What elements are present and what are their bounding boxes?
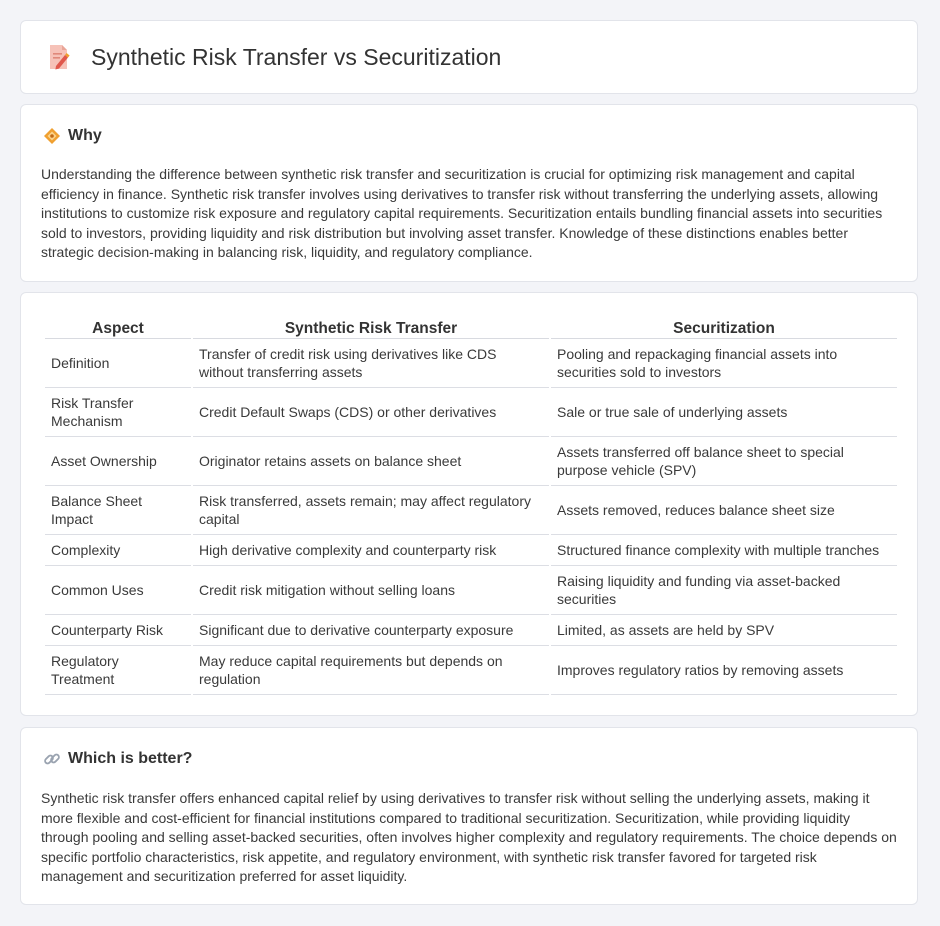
table-row xyxy=(45,486,897,535)
cell-srt: Originator retains assets on balance sheet xyxy=(193,437,549,486)
cell-aspect: Asset Ownership xyxy=(45,437,191,486)
table-row xyxy=(45,339,897,388)
header-securitization: Securitization xyxy=(551,314,897,339)
table-row xyxy=(45,646,897,695)
comparison-table-card xyxy=(20,292,918,716)
cell-aspect: Balance Sheet Impact xyxy=(45,486,191,535)
cell-sec: Pooling and repackaging financial assets into securities sold to investors xyxy=(551,339,897,388)
table-row xyxy=(45,437,897,486)
link-icon xyxy=(43,750,61,768)
comparison-table xyxy=(43,314,899,695)
cell-sec: Assets removed, reduces balance sheet size xyxy=(551,486,897,535)
cell-sec: Raising liquidity and funding via asset-backed securities xyxy=(551,566,897,615)
cell-sec: Improves regulatory ratios by removing assets xyxy=(551,646,897,695)
why-heading-row xyxy=(43,127,102,145)
table-header-row xyxy=(45,314,897,339)
diamond-icon xyxy=(43,127,61,145)
header-aspect: Aspect xyxy=(45,314,191,339)
cell-sec: Structured finance complexity with multiple tranches xyxy=(551,535,897,566)
why-heading: Why xyxy=(68,127,102,144)
cell-aspect: Risk Transfer Mechanism xyxy=(45,388,191,437)
better-body: Synthetic risk transfer offers enhanced capital relief by using derivatives to transfer risk without selling the underlying assets, making it more flexible and cost-efficient for financial institutions compared to traditional securitization. Securitization, while providing liquidity through pooling and selling asset-backed securities, often involves higher complexity and regulatory requirements. The choice depends on specific portfolio characteristics, risk appetite, and regulatory environment, with synthetic risk transfer favored for targeted risk management and securitization preferred for asset liquidity. xyxy=(41,790,897,885)
cell-aspect: Definition xyxy=(45,339,191,388)
cell-srt: Risk transferred, assets remain; may affect regulatory capital xyxy=(193,486,549,535)
cell-sec: Limited, as assets are held by SPV xyxy=(551,615,897,646)
cell-aspect: Complexity xyxy=(45,535,191,566)
why-body: Understanding the difference between synthetic risk transfer and securitization is crucial for optimizing risk management and capital efficiency in finance. Synthetic risk transfer involves using derivatives to transfer risk without transferring the underlying assets, allowing institutions to customize risk exposure and regulatory capital requirements. Securitization entails bundling financial assets into securities sold to investors, providing liquidity and risk distribution but involving asset transfer. Knowledge of these distinctions enables better strategic decision-making in balancing risk, liquidity, and regulatory compliance. xyxy=(41,166,883,261)
cell-aspect: Regulatory Treatment xyxy=(45,646,191,695)
better-heading-row xyxy=(43,750,192,768)
page-title: Synthetic Risk Transfer vs Securitization xyxy=(91,43,502,70)
which-is-better-section xyxy=(20,727,918,905)
why-section xyxy=(20,104,918,282)
table-row xyxy=(45,566,897,615)
cell-sec: Assets transferred off balance sheet to special purpose vehicle (SPV) xyxy=(551,437,897,486)
cell-srt: Credit Default Swaps (CDS) or other derivatives xyxy=(193,388,549,437)
cell-aspect: Common Uses xyxy=(45,566,191,615)
table-row xyxy=(45,535,897,566)
cell-sec: Sale or true sale of underlying assets xyxy=(551,388,897,437)
table-row xyxy=(45,615,897,646)
document-pencil-icon xyxy=(47,43,71,71)
header-synthetic-risk-transfer: Synthetic Risk Transfer xyxy=(193,314,549,339)
cell-srt: Transfer of credit risk using derivatives like CDS without transferring assets xyxy=(193,339,549,388)
table-row xyxy=(45,388,897,437)
title-card xyxy=(20,20,918,94)
title-row xyxy=(47,43,501,71)
cell-srt: Credit risk mitigation without selling loans xyxy=(193,566,549,615)
better-heading: Which is better? xyxy=(68,750,193,767)
cell-aspect: Counterparty Risk xyxy=(45,615,191,646)
cell-srt: High derivative complexity and counterparty risk xyxy=(193,535,549,566)
cell-srt: Significant due to derivative counterparty exposure xyxy=(193,615,549,646)
cell-srt: May reduce capital requirements but depends on regulation xyxy=(193,646,549,695)
